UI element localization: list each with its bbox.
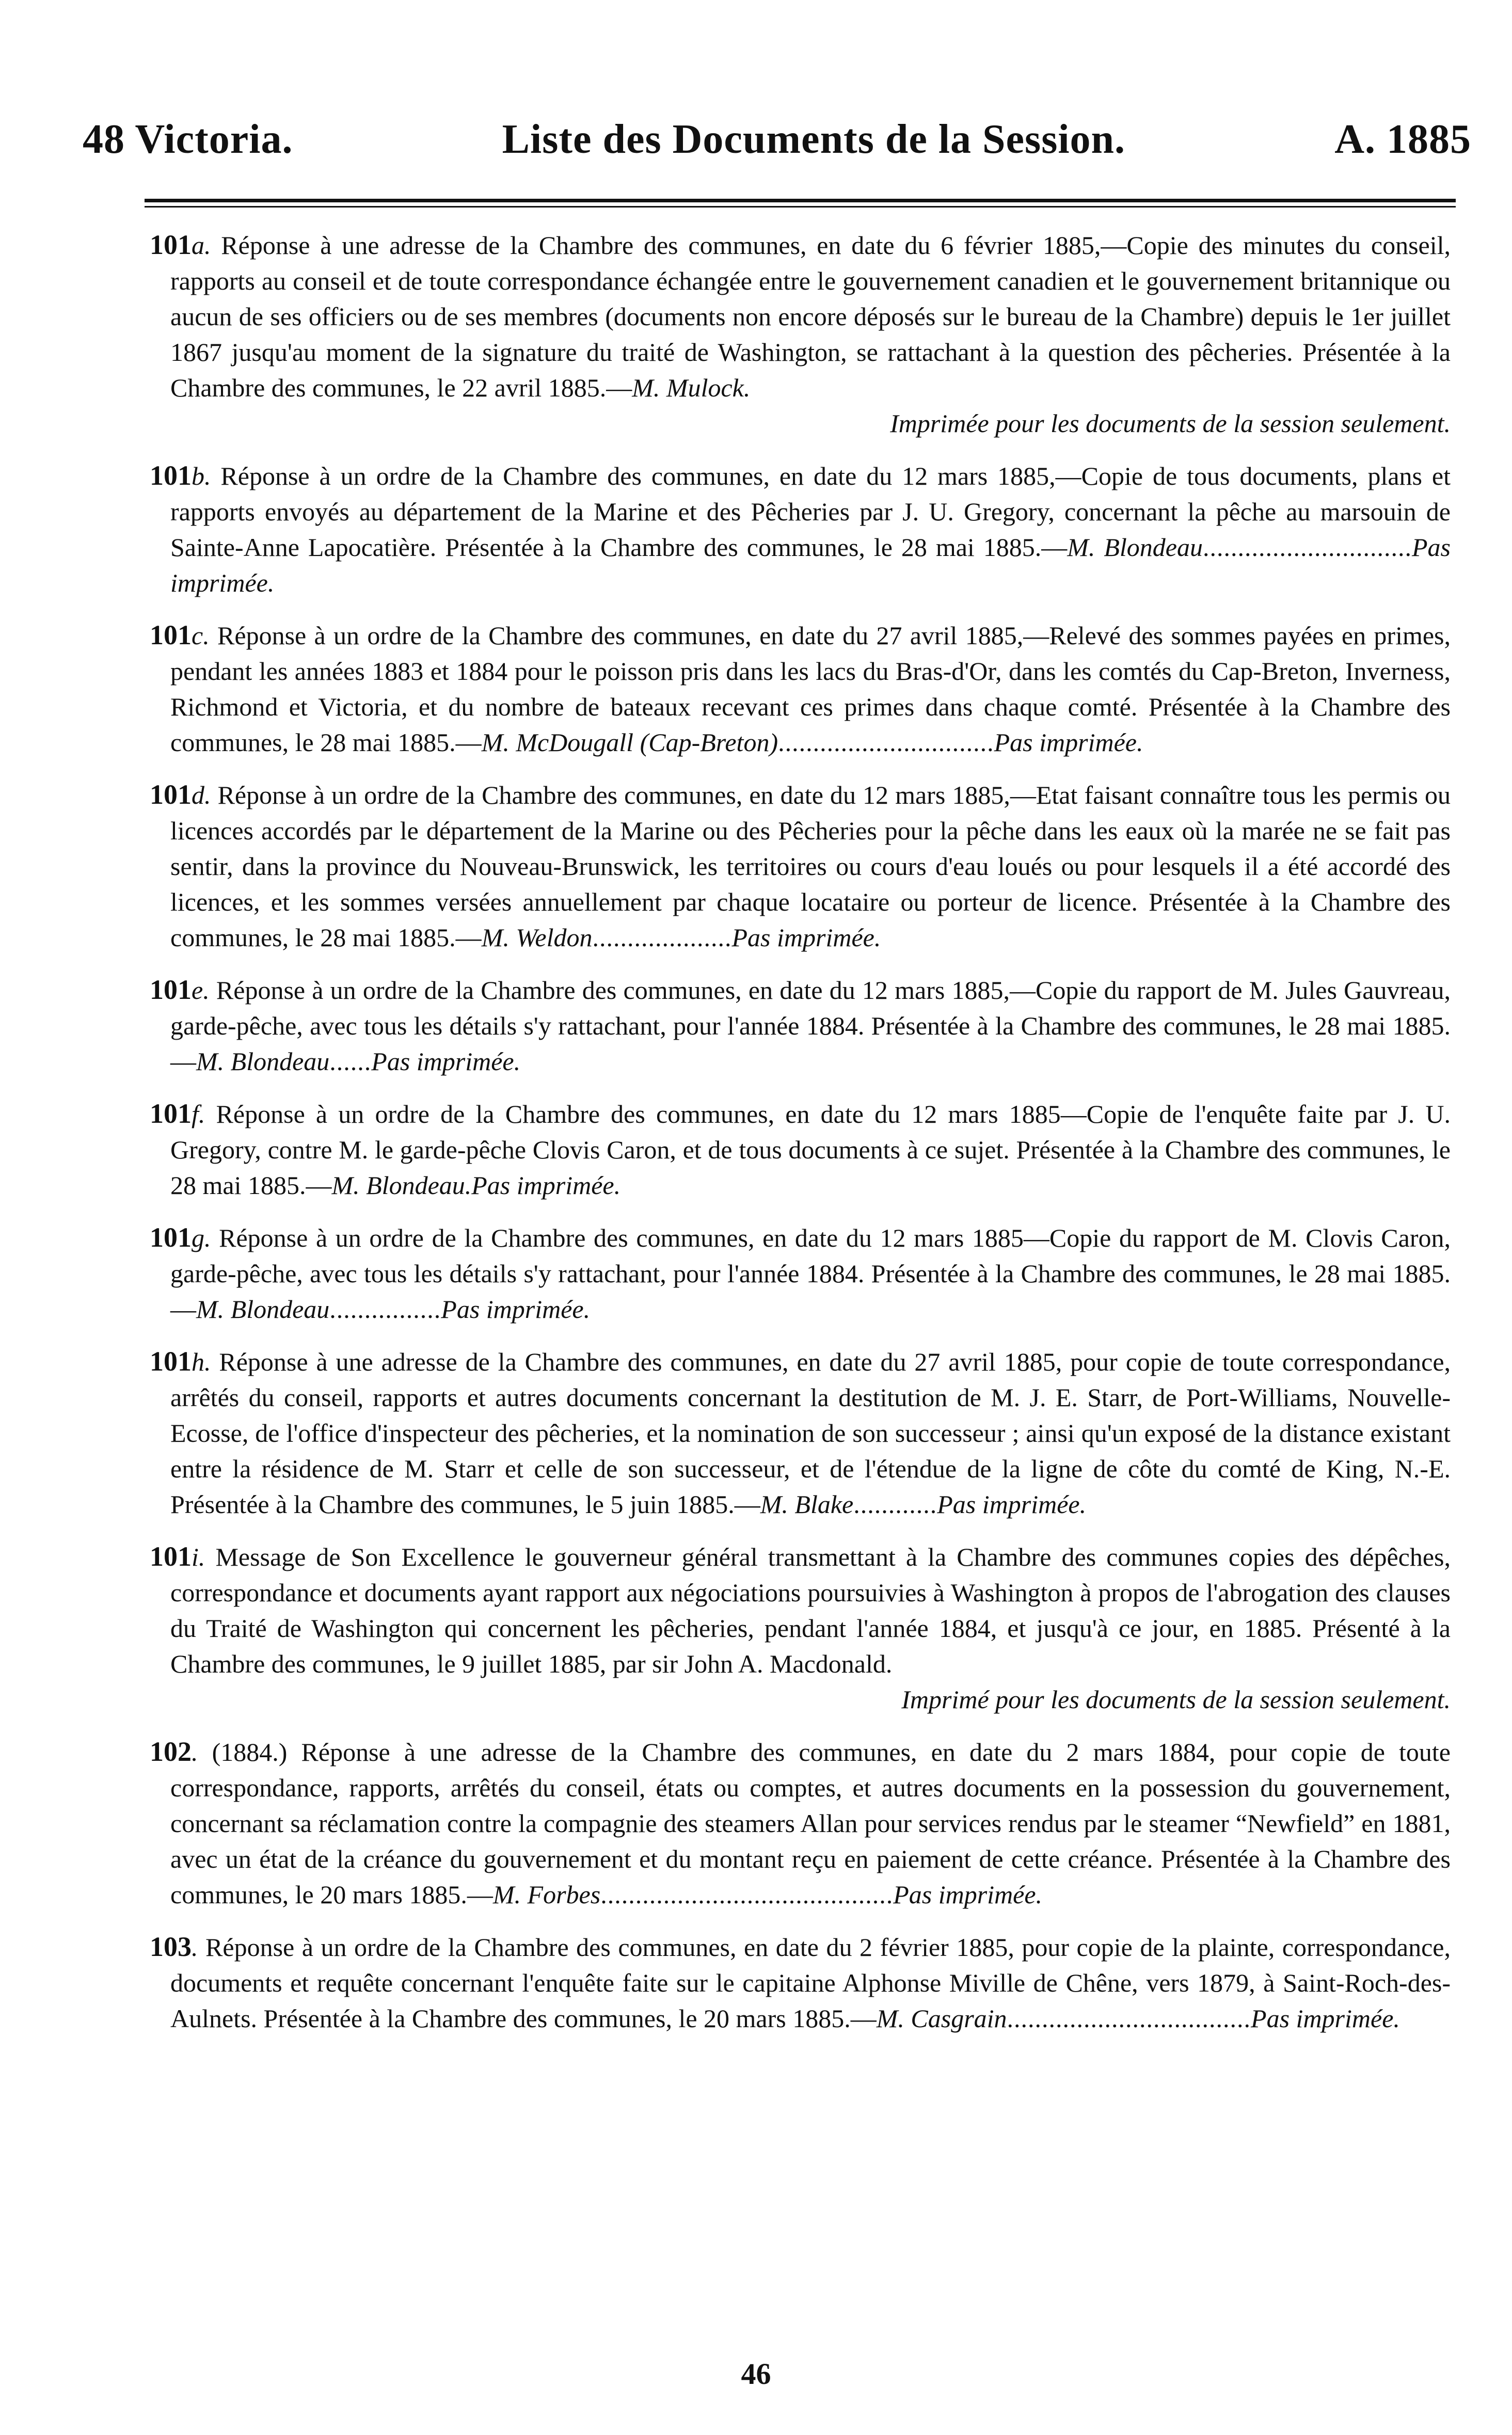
header-right: A. 1885 [1334, 117, 1471, 162]
entry-status: Pas imprimée. [170, 533, 1451, 597]
entry-number: 101 [150, 229, 192, 260]
entry-status: Pas imprimée. [1251, 2004, 1400, 2033]
entry-number: 101 [150, 460, 192, 491]
entry-101a [150, 227, 1451, 441]
entry-text: Réponse à un ordre de la Chambre des communes, en date du 12 mars 1885,—Copie de tous documents, plans et rapports envoyés au département de la Marine et des Pêcheries par J. U. Gregory, concernant la pêche au marsouin de Sainte-Anne Lapocatière. Présentée à la Chambre des communes, le 28 mai 1885.— [170, 461, 1451, 562]
entry-text: Réponse à un ordre de la Chambre des communes, en date du 12 mars 1885—Copie de l'enquête faite par J. U. Gregory, contre M. le garde-pêche Clovis Caron, et de tous documents à ce sujet. Présentée à la Chambre des communes, le 28 mai 1885.— [170, 1100, 1451, 1200]
header-left: 48 Victoria. [83, 117, 293, 162]
entry-suffix: e. [192, 976, 210, 1005]
entry-mover: M. Blondeau [196, 1047, 330, 1076]
entry-text: Réponse à un ordre de la Chambre des communes, en date du 12 mars 1885,—Copie du rapport de M. Jules Gauvreau, garde-pêche, avec tous les détails s'y rattachant, pour l'année 1884. Présentée à la Chambre des communes, le 28 mai 1885.— [170, 976, 1451, 1076]
header-rule-thin [145, 206, 1456, 208]
entry-dots: ................................... [1007, 2004, 1251, 2033]
entry-text: (1884.) Réponse à une adresse de la Chambre des communes, en date du 2 mars 1884, pour copie de toute correspondance, rapports, arrêtés du conseil, états ou comptes, et autres documents en la possession du gouvernement, concernant sa réclamation contre la compagnie des steamers Allan pour services rendus par le steamer “Newfield” en 1881, avec un état de la créance du gouvernement et du montant reçu en paiement de cette créance. Présentée à la Chambre des communes, le 20 mars 1885.— [170, 1738, 1451, 1909]
entry-101h [150, 1344, 1451, 1522]
entry-status: Pas imprimée. [441, 1295, 591, 1324]
entry-101f [150, 1096, 1451, 1203]
entry-status: Pas imprimée. [893, 1880, 1043, 1909]
entry-mover: M. Weldon [481, 923, 593, 952]
entry-mover: M. Blake [760, 1490, 854, 1519]
entry-103 [150, 1929, 1451, 2036]
entry-status: Pas imprimée. [471, 1171, 621, 1200]
entry-mover: M. Blondeau. [331, 1171, 472, 1200]
entry-dots: ............................... [778, 728, 994, 757]
entry-dots: .............................. [1203, 533, 1412, 562]
entry-102 [150, 1734, 1451, 1913]
header-center: Liste des Documents de la Session. [502, 117, 1126, 162]
entry-suffix: h. [192, 1347, 211, 1376]
entry-mover: M. McDougall (Cap-Breton) [481, 728, 778, 757]
entry-text: Message de Son Excellence le gouverneur général transmettant à la Chambre des communes copies des dépêches, correspondance et documents ayant rapport aux négociations poursuivies à Washington à propos de l'abrogation des clauses du Traité de Washington qui concernent les pêcheries, pendant l'année 1884, et jusqu'à ce jour, en 1885. Présenté à la Chambre des communes, le 9 juillet 1885, par sir John A. Macdonald. [170, 1542, 1451, 1678]
entry-suffix: d. [192, 781, 211, 809]
entry-mover: M. Mulock. [632, 373, 751, 402]
entry-101c [150, 617, 1451, 760]
entry-status: Pas imprimée. [371, 1047, 521, 1076]
entry-mover: M. Blondeau [196, 1295, 330, 1324]
entry-number: 101 [150, 1346, 192, 1377]
entry-text: Réponse à un ordre de la Chambre des communes, en date du 27 avril 1885,—Relevé des sommes payées en primes, pendant les années 1883 et 1884 pour le poisson pris dans les lacs du Bras-d'Or, dans les comtés du Cap-Breton, Inverness, Richmond et Victoria, et du nombre de bateaux recevant ces primes dans chaque comté. Présentée à la Chambre des communes, le 28 mai 1885.— [170, 621, 1451, 757]
entry-number: 101 [150, 1541, 192, 1572]
entry-number: 101 [150, 1222, 192, 1253]
entry-dots: .................... [592, 923, 732, 952]
entry-number: 101 [150, 619, 192, 650]
entry-number: 103 [150, 1931, 192, 1962]
page-number: 46 [741, 2357, 771, 2391]
entry-number: 101 [150, 779, 192, 810]
entry-text: Réponse à un ordre de la Chambre des communes, en date du 12 mars 1885,—Etat faisant connaître tous les permis ou licences accordés par le département de la Marine ou des Pêcheries pour la pêche dans les eaux où la marée ne se fait pas sentir, dans la province du Nouveau-Brunswick, les territoires ou cours d'eau loués ou pour lesquels il a été accordé des licences, et les sommes versées annuellement par chaque locataire ou porteur de licence. Présentée à la Chambre des communes, le 28 mai 1885.— [170, 781, 1451, 952]
entry-text: Réponse à un ordre de la Chambre des communes, en date du 2 février 1885, pour copie de la plainte, correspondance, documents et requête concernant l'enquête faite sur le capitaine Alphonse Miville de Chêne, vers 1879, à Saint-Roch-des-Aulnets. Présentée à la Chambre des communes, le 20 mars 1885.— [170, 1933, 1451, 2033]
entry-suffix: c. [192, 621, 210, 650]
entry-101i [150, 1539, 1451, 1717]
entry-dots: ...... [329, 1047, 372, 1076]
entry-suffix: f. [192, 1100, 205, 1128]
entry-dots: ................ [329, 1295, 441, 1324]
entry-101b [150, 458, 1451, 601]
entry-text: Réponse à un ordre de la Chambre des communes, en date du 12 mars 1885—Copie du rapport de M. Clovis Caron, garde-pêche, avec tous les détails s'y rattachant, pour l'année 1884. Présentée à la Chambre des communes, le 28 mai 1885.— [170, 1223, 1451, 1324]
entry-text: Réponse à une adresse de la Chambre des communes, en date du 27 avril 1885, pour copie de toute correspondance, arrêtés du conseil, rapports et autres documents concernant la destitution de M. J. E. Starr, de Port-Williams, Nouvelle-Ecosse, de l'office d'inspecteur des pêcheries, et la nomination de son successeur ; ainsi qu'un exposé de la distance existant entre la résidence de M. Starr et celle de son successeur, et de l'étendue de la ligne de côte du comté de King, N.-E. Présentée à la Chambre des communes, le 5 juin 1885.— [170, 1347, 1451, 1519]
entry-note: Imprimée pour les documents de la session seulement. [890, 409, 1451, 438]
running-header [83, 116, 1471, 173]
header-rule-thick [145, 199, 1456, 202]
entry-mover: M. Casgrain [876, 2004, 1007, 2033]
entry-101g [150, 1220, 1451, 1327]
entry-suffix: b. [192, 461, 211, 490]
entry-status: Pas imprimée. [994, 728, 1143, 757]
entry-number: 101 [150, 1098, 192, 1129]
entry-suffix: g. [192, 1223, 211, 1252]
entry-suffix: . [192, 1933, 198, 1962]
entry-suffix: . [192, 1738, 198, 1766]
entry-number: 102 [150, 1736, 192, 1767]
entry-mover: M. Blondeau [1067, 533, 1203, 562]
entry-status: Pas imprimée. [937, 1490, 1087, 1519]
entry-101d [150, 777, 1451, 956]
entry-number: 101 [150, 974, 192, 1005]
entry-note: Imprimé pour les documents de la session seulement. [901, 1685, 1451, 1714]
entry-text: Réponse à une adresse de la Chambre des communes, en date du 6 février 1885,—Copie des minutes du conseil, rapports au conseil et de toute correspondance échangée entre le gouvernement canadien et le gouvernement britannique ou aucun de ses officiers ou de ses membres (documents non encore déposés sur le bureau de la Chambre) depuis le 1er juillet 1867 jusqu'au moment de la signature du traité de Washington, se rattachant à la question des pêcheries. Présentée à la Chambre des communes, le 22 avril 1885.— [170, 231, 1451, 402]
entry-dots: ............ [853, 1490, 937, 1519]
entry-101e [150, 972, 1451, 1079]
entry-suffix: a. [192, 231, 211, 260]
entry-dots: .......................................... [600, 1880, 894, 1909]
entry-suffix: i. [192, 1542, 205, 1571]
document-list [150, 227, 1451, 2053]
entry-status: Pas imprimée. [731, 923, 881, 952]
entry-mover: M. Forbes [492, 1880, 601, 1909]
